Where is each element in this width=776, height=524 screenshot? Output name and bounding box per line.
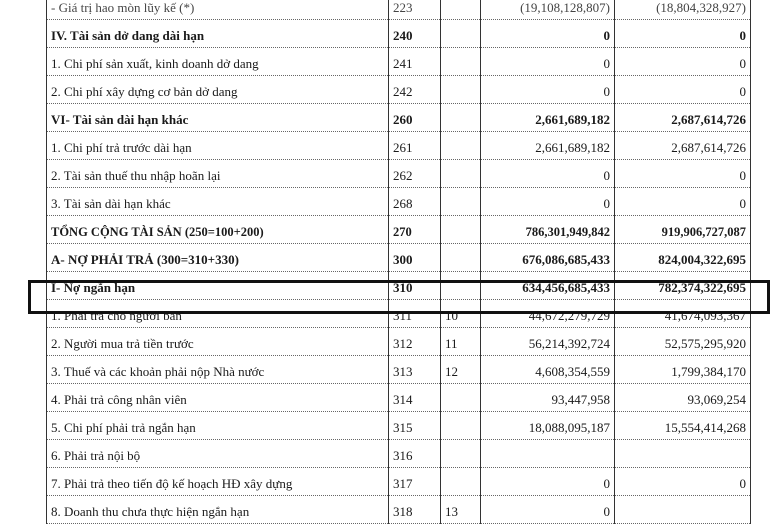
row-previous-value: 52,575,295,920 — [615, 328, 751, 356]
row-current-value: 2,661,689,182 — [481, 104, 615, 132]
row-previous-value: 0 — [615, 20, 751, 48]
row-name: 2. Người mua trả tiền trước — [47, 328, 389, 356]
row-name: 1. Phải trả cho người bán — [47, 300, 389, 328]
row-current-value: 0 — [481, 468, 615, 496]
row-name: 2. Tài sản thuế thu nhập hoãn lại — [47, 160, 389, 188]
row-note — [441, 0, 481, 20]
row-note: 12 — [441, 356, 481, 384]
row-code: 316 — [389, 440, 441, 468]
row-code: 242 — [389, 76, 441, 104]
table-row — [47, 496, 751, 524]
row-note — [441, 188, 481, 216]
row-note: 10 — [441, 300, 481, 328]
row-note — [441, 468, 481, 496]
row-code: 310 — [389, 272, 441, 300]
row-previous-value — [615, 440, 751, 468]
row-note — [441, 272, 481, 300]
row-code: 260 — [389, 104, 441, 132]
row-note — [441, 440, 481, 468]
table-row — [47, 48, 751, 76]
row-current-value: 0 — [481, 20, 615, 48]
row-code: 312 — [389, 328, 441, 356]
row-name: 2. Chi phí xây dựng cơ bản dở dang — [47, 76, 389, 104]
row-current-value: 4,608,354,559 — [481, 356, 615, 384]
table-row — [47, 272, 751, 300]
row-current-value: 44,672,279,729 — [481, 300, 615, 328]
row-previous-value: 41,674,093,367 — [615, 300, 751, 328]
row-name: I- Nợ ngắn hạn — [47, 272, 389, 300]
row-name: IV. Tài sản dở dang dài hạn — [47, 20, 389, 48]
row-code: 313 — [389, 356, 441, 384]
row-previous-value: 0 — [615, 188, 751, 216]
row-name: 1. Chi phí trả trước dài hạn — [47, 132, 389, 160]
row-current-value: 0 — [481, 496, 615, 524]
row-previous-value: 15,554,414,268 — [615, 412, 751, 440]
table-row — [47, 76, 751, 104]
row-current-value: 0 — [481, 48, 615, 76]
row-previous-value: 93,069,254 — [615, 384, 751, 412]
row-code: 300 — [389, 244, 441, 272]
row-code: 262 — [389, 160, 441, 188]
row-name: 8. Doanh thu chưa thực hiện ngắn hạn — [47, 496, 389, 524]
table-row — [47, 412, 751, 440]
row-name: 3. Tài sản dài hạn khác — [47, 188, 389, 216]
row-code: 317 — [389, 468, 441, 496]
table-row — [47, 0, 751, 20]
row-name: VI- Tài sản dài hạn khác — [47, 104, 389, 132]
row-code: 314 — [389, 384, 441, 412]
row-name: A- NỢ PHẢI TRẢ (300=310+330) — [47, 244, 389, 272]
row-note: 13 — [441, 496, 481, 524]
row-previous-value: 1,799,384,170 — [615, 356, 751, 384]
table-row — [47, 20, 751, 48]
table-row — [47, 132, 751, 160]
row-previous-value: (18,804,328,927) — [615, 0, 751, 20]
row-note — [441, 104, 481, 132]
row-previous-value: 2,687,614,726 — [615, 104, 751, 132]
table-row — [47, 160, 751, 188]
row-previous-value — [615, 496, 751, 524]
row-note — [441, 76, 481, 104]
row-previous-value: 0 — [615, 76, 751, 104]
row-note — [441, 160, 481, 188]
row-current-value: 634,456,685,433 — [481, 272, 615, 300]
row-current-value: 18,088,095,187 — [481, 412, 615, 440]
table-row — [47, 384, 751, 412]
row-note: 11 — [441, 328, 481, 356]
row-name: 1. Chi phí sản xuất, kinh doanh dở dang — [47, 48, 389, 76]
row-code: 268 — [389, 188, 441, 216]
row-note — [441, 384, 481, 412]
table-row — [47, 468, 751, 496]
row-current-value: 0 — [481, 160, 615, 188]
row-previous-value: 919,906,727,087 — [615, 216, 751, 244]
row-note — [441, 244, 481, 272]
row-name: 4. Phải trả công nhân viên — [47, 384, 389, 412]
row-code: 315 — [389, 412, 441, 440]
row-note — [441, 412, 481, 440]
row-current-value: 56,214,392,724 — [481, 328, 615, 356]
row-name: 6. Phải trả nội bộ — [47, 440, 389, 468]
row-note — [441, 48, 481, 76]
row-note — [441, 20, 481, 48]
row-code: 270 — [389, 216, 441, 244]
row-name: 5. Chi phí phải trả ngắn hạn — [47, 412, 389, 440]
row-current-value: 0 — [481, 188, 615, 216]
table-row — [47, 300, 751, 328]
row-note — [441, 216, 481, 244]
row-previous-value: 782,374,322,695 — [615, 272, 751, 300]
row-code: 311 — [389, 300, 441, 328]
row-name: TỔNG CỘNG TÀI SẢN (250=100+200) — [47, 216, 389, 244]
balance-sheet-table — [46, 0, 751, 524]
row-previous-value: 0 — [615, 48, 751, 76]
row-code: 240 — [389, 20, 441, 48]
row-note — [441, 132, 481, 160]
row-code: 241 — [389, 48, 441, 76]
row-code: 318 — [389, 496, 441, 524]
table-row — [47, 216, 751, 244]
table-row — [47, 244, 751, 272]
row-current-value: 786,301,949,842 — [481, 216, 615, 244]
row-current-value: 93,447,958 — [481, 384, 615, 412]
row-previous-value: 824,004,322,695 — [615, 244, 751, 272]
row-name: 7. Phải trả theo tiến độ kế hoạch HĐ xây dựng — [47, 468, 389, 496]
table-row — [47, 328, 751, 356]
row-previous-value: 2,687,614,726 — [615, 132, 751, 160]
row-name: 3. Thuế và các khoản phải nộp Nhà nước — [47, 356, 389, 384]
row-current-value — [481, 440, 615, 468]
table-row — [47, 104, 751, 132]
row-name: - Giá trị hao mòn lũy kế (*) — [47, 0, 389, 20]
row-current-value: 2,661,689,182 — [481, 132, 615, 160]
row-current-value: 676,086,685,433 — [481, 244, 615, 272]
table-row — [47, 440, 751, 468]
row-current-value: 0 — [481, 76, 615, 104]
table-row — [47, 188, 751, 216]
row-previous-value: 0 — [615, 160, 751, 188]
row-current-value: (19,108,128,807) — [481, 0, 615, 20]
table-row — [47, 356, 751, 384]
row-code: 223 — [389, 0, 441, 20]
row-code: 261 — [389, 132, 441, 160]
row-previous-value: 0 — [615, 468, 751, 496]
